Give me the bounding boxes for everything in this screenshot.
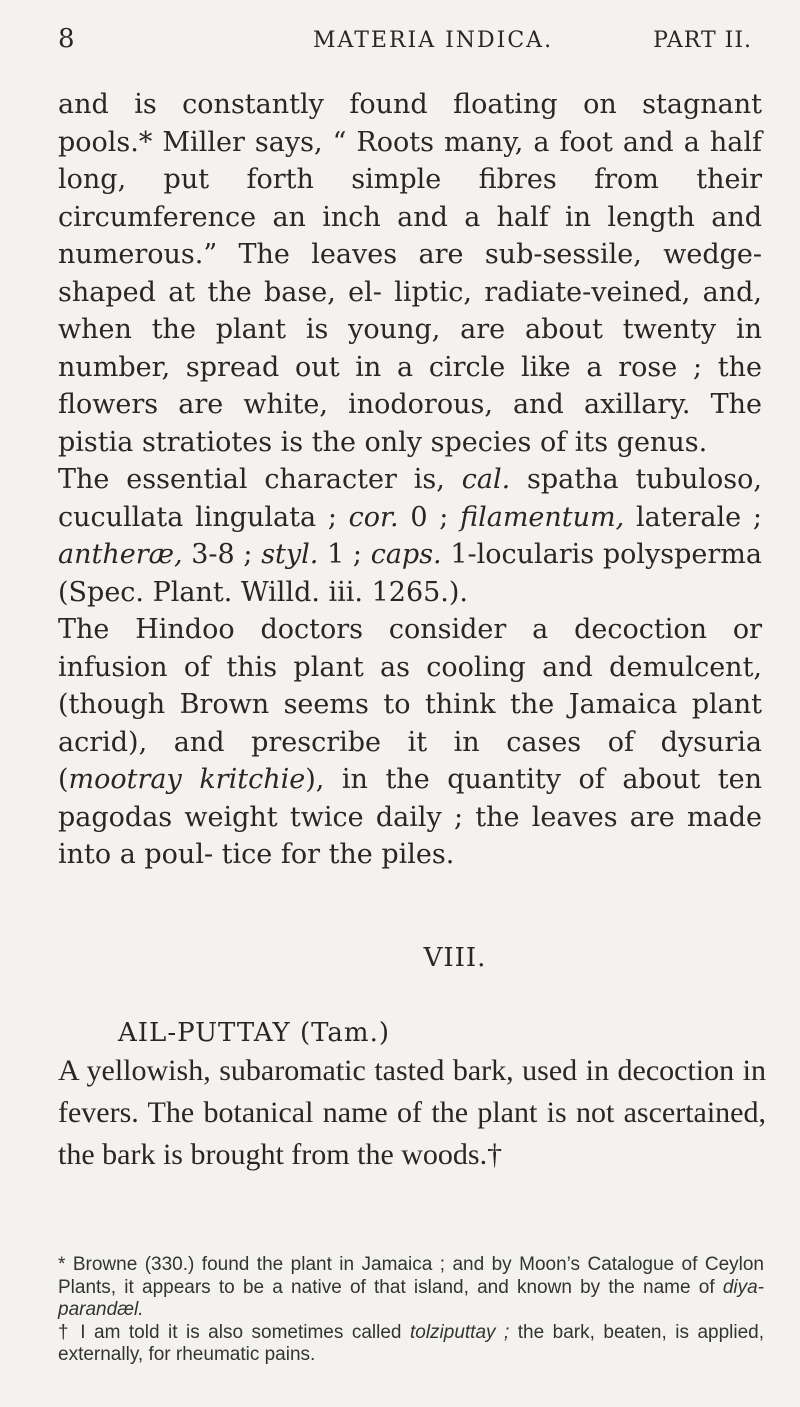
footnote-1: * Browne (330.) found the plant in Jamaica ; and by Moon’s Catalogue of Ceylon Plants, it appears to be a native of that island, and known by the name of diya-parandæl. — [58, 1254, 764, 1320]
main-text — [58, 86, 762, 1053]
paragraph-2: The essential character is, cal. spatha tubuloso, cucullata lingulata ; cor. 0 ; filamentum, laterale ; antheræ, 3-8 ; styl. 1 ; caps. 1-locularis polysperma (Spec. Plant. Willd. iii. 1265.). — [58, 464, 762, 608]
paragraph-3: The Hindoo doctors consider a decoction or infusion of this plant as cooling and demulcent, (though Brown seems to think the Jamaica plant acrid), and prescribe it in cases of dysuria (mootray kritchie), in the quantity of about ten pagodas weight twice daily ; the leaves are made into a poul- tice for the piles. — [58, 614, 762, 870]
footnote-2: † I am told it is also sometimes called tolziputtay ; the bark, beaten, is applied, externally, for rheumatic pains. — [58, 1321, 764, 1365]
part-label: PART II. — [653, 28, 752, 53]
footnotes — [58, 1254, 764, 1367]
section-paragraph: A yellowish, subaromatic tasted bark, used in decoction in fevers. The botanical name of the plant is not ascertained, the bark is brought from the woods.† — [58, 1054, 766, 1171]
running-title: MATERIA INDICA. — [313, 28, 554, 53]
running-header — [58, 24, 752, 68]
section-number: VIII. — [423, 942, 487, 973]
page-number: 8 — [58, 24, 75, 54]
section-heading: AIL-PUTTAY (Tam.) — [118, 1018, 390, 1048]
paragraph-1: and is constantly found floating on stagnant pools.* Miller says, “ Roots many, a foot and a half long, put forth simple fibres from their circumference an inch and a half in length and numerous.” The leaves are sub-sessile, wedge-shaped at the base, el- liptic, radiate-veined, and, when the plant is young, are about twenty in number, spread out in a circle like a rose ; the flowers are white, inodorous, and axillary. The pistia stratiotes is the only species of its genus. — [58, 89, 762, 458]
